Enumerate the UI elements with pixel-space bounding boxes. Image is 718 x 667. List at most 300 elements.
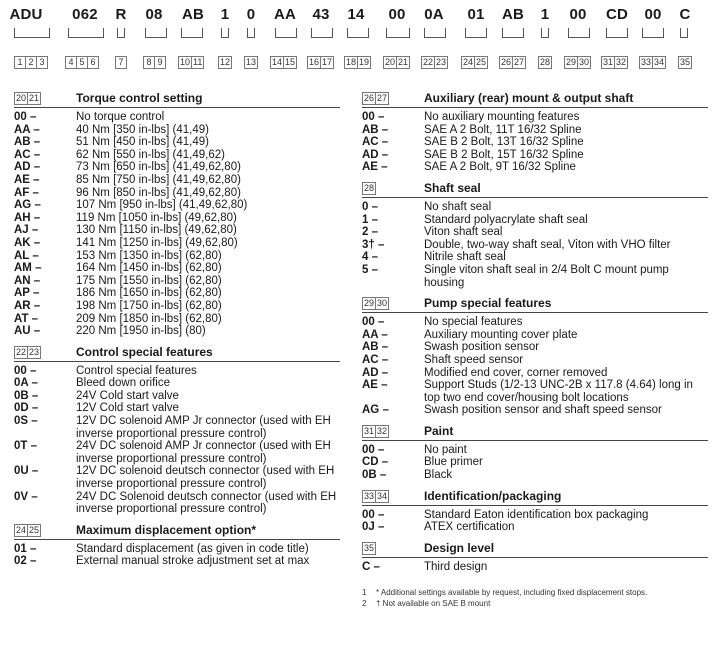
option-row: [14, 365, 340, 378]
option-row: [14, 440, 340, 465]
position-boxes: [270, 56, 296, 69]
option-description: Standard polyacrylate shaft seal: [424, 213, 588, 226]
position-box: 18: [346, 57, 357, 67]
option-section: [14, 522, 340, 568]
option-code: AC –: [362, 136, 389, 149]
option-code: AE –: [362, 379, 388, 392]
option-description: 164 Nm [1450 in-lbs] (62,80): [76, 262, 222, 275]
section-header: [14, 90, 340, 108]
option-row: [362, 561, 708, 574]
option-row: [362, 341, 708, 354]
option-code: AD –: [14, 161, 41, 174]
option-code: 00 –: [362, 111, 385, 123]
position-box: 7: [115, 56, 127, 69]
position-boxes: [383, 56, 409, 69]
code-seg: AB: [181, 6, 205, 23]
option-description: 130 Nm [1150 in-lbs] (49,62,80): [76, 224, 237, 237]
option-code: 2 –: [362, 226, 378, 239]
option-code: 02 –: [14, 555, 37, 568]
option-description: External manual stroke adjustment set at max: [76, 555, 310, 568]
option-row: [14, 174, 340, 187]
option-description: 85 Nm [750 in-lbs] (41,49,62,80): [76, 173, 241, 186]
section-header: [14, 344, 340, 362]
option-row: [362, 379, 708, 404]
position-box: 21: [398, 57, 409, 67]
position-box: 22: [16, 346, 27, 357]
position-box: 30: [377, 298, 388, 309]
option-description: ATEX certification: [424, 521, 515, 534]
position-boxes: [421, 56, 447, 69]
footnote-number: 2: [362, 599, 367, 609]
option-code: 0T –: [14, 440, 38, 453]
option-code: 00 –: [14, 364, 37, 377]
code-seg: R: [115, 6, 127, 23]
position-box: 14: [272, 57, 283, 67]
section-title: Torque control setting: [76, 91, 203, 105]
code-seg: CD: [605, 6, 629, 23]
option-row: [362, 521, 708, 534]
option-description: Swash position sensor and shaft speed sensor: [424, 404, 662, 417]
position-box: 24: [463, 57, 474, 67]
position-box: 4: [65, 56, 77, 69]
option-code: C –: [362, 560, 380, 573]
position-box: 35: [364, 542, 375, 553]
code-seg: ADU: [9, 6, 43, 23]
option-code: AJ –: [14, 224, 39, 237]
position-box: 32: [616, 57, 627, 67]
option-code: AN –: [14, 274, 41, 287]
option-section: [362, 180, 708, 289]
position-box: 26: [501, 57, 512, 67]
option-description: 73 Nm [650 in-lbs] (41,49,62,80): [76, 161, 241, 174]
code-bracket: [145, 28, 167, 38]
position-box: 31: [364, 425, 375, 436]
option-row: [362, 444, 708, 457]
code-bracket: [642, 28, 664, 38]
section-title: Paint: [424, 423, 454, 438]
option-description: Control special features: [76, 364, 197, 377]
position-boxes: [244, 56, 257, 69]
position-box: 35: [680, 57, 691, 67]
option-description: Third design: [424, 560, 488, 573]
option-row: [14, 111, 340, 124]
option-row: [362, 354, 708, 367]
option-row: [362, 214, 708, 227]
option-row: [14, 313, 340, 326]
option-description: Viton shaft seal: [424, 226, 503, 239]
position-box: 32: [377, 425, 388, 436]
option-code: AE –: [362, 161, 388, 174]
option-code: 0D –: [14, 402, 39, 415]
footnote: [362, 598, 708, 609]
option-description: Modified end cover, corner removed: [424, 366, 608, 379]
option-row: [362, 404, 708, 417]
option-row: [14, 390, 340, 403]
option-description: 186 Nm [1650 in-lbs] (62,80): [76, 287, 222, 300]
code-bracket: [386, 28, 410, 38]
code-seg: 00: [388, 6, 406, 23]
option-description: 198 Nm [1750 in-lbs] (62,80): [76, 299, 222, 312]
position-box: 30: [579, 57, 590, 67]
code-bracket: [275, 28, 297, 38]
code-bracket: [541, 28, 549, 38]
option-row: [14, 136, 340, 149]
option-description: No special features: [424, 316, 523, 329]
option-code: AM –: [14, 262, 42, 275]
option-code: AF –: [14, 186, 39, 199]
option-description: 51 Nm [450 in-lbs] (41,49): [76, 136, 209, 149]
option-code: AC –: [362, 353, 389, 366]
model-code-header: [0, 6, 718, 68]
option-description: Single viton shaft seal in 2/4 Bolt C mount pump housing: [424, 263, 669, 289]
position-box: 26: [364, 93, 375, 103]
section-header: [362, 295, 708, 313]
option-description: 119 Nm [1050 in-lbs] (49,62,80): [76, 211, 237, 224]
option-row: [14, 275, 340, 288]
option-description: SAE A 2 Bolt, 11T 16/32 Spline: [424, 123, 582, 136]
section-title: Identification/packaging: [424, 488, 562, 503]
option-code: 0B –: [362, 469, 387, 482]
option-description: 12V DC solenoid AMP Jr connector (used with EH inverse proportional pressure control): [76, 415, 331, 440]
option-code: 00 –: [14, 111, 37, 123]
code-seg: AB: [501, 6, 525, 23]
option-code: AB –: [362, 123, 389, 136]
option-section: [14, 344, 340, 516]
option-code: 4 –: [362, 251, 378, 264]
section-header: [362, 90, 708, 108]
footnote-text: † Not available on SAE B mount: [376, 599, 491, 609]
code-bracket: [247, 28, 255, 38]
section-position-boxes: [362, 490, 424, 503]
option-row: [14, 149, 340, 162]
position-box: 28: [364, 182, 375, 193]
option-row: [14, 555, 340, 568]
option-description: 141 Nm [1250 in-lbs] (49,62,80): [76, 236, 238, 249]
option-description: SAE B 2 Bolt, 15T 16/32 Spline: [424, 148, 584, 161]
position-box: 11: [193, 57, 203, 67]
position-box: 2: [25, 56, 37, 69]
code-seg: 00: [569, 6, 587, 23]
footnote-text: * Additional settings available by request, including fixed displacement stops.: [376, 588, 648, 598]
code-seg: 0A: [424, 6, 444, 23]
footnotes: [362, 587, 708, 609]
position-boxes: [143, 56, 165, 69]
code-bracket: [568, 28, 590, 38]
option-description: Support Studs (1/2-13 UNC-2B x 117.8 (4.64) long in top two end cover/housing bolt locations: [424, 379, 693, 404]
option-description: 40 Nm [350 in-lbs] (41,49): [76, 123, 209, 136]
option-code: AR –: [14, 299, 41, 312]
option-row: [14, 543, 340, 556]
option-code: 01 –: [14, 542, 37, 555]
right-column: [362, 90, 708, 609]
position-box: 22: [423, 57, 434, 67]
position-box: 33: [364, 490, 375, 501]
code-bracket: [221, 28, 229, 38]
option-row: [14, 402, 340, 415]
code-seg: 1: [220, 6, 230, 23]
option-section: [14, 90, 340, 338]
section-title: Shaft seal: [424, 180, 481, 195]
option-description: 12V Cold start valve: [76, 402, 179, 415]
code-seg: 08: [145, 6, 163, 23]
option-section: [362, 423, 708, 482]
section-header: [362, 540, 708, 558]
code-bracket: [181, 28, 203, 38]
position-boxes: [307, 56, 333, 69]
option-description: No torque control: [76, 111, 165, 123]
option-description: No shaft seal: [424, 200, 492, 213]
option-row: [362, 111, 708, 124]
option-row: [362, 239, 708, 252]
option-row: [14, 300, 340, 313]
position-box: 23: [29, 346, 40, 357]
section-title: Maximum displacement option*: [76, 522, 257, 537]
position-box: 20: [385, 57, 396, 67]
option-description: 220 Nm [1950 in-lbs] (80): [76, 325, 206, 338]
section-position-boxes: [14, 346, 76, 359]
position-box: 19: [359, 57, 370, 67]
option-row: [14, 187, 340, 200]
option-description: Black: [424, 469, 453, 482]
position-box: 8: [143, 56, 155, 69]
option-description: Blue primer: [424, 456, 483, 469]
section-header: [14, 522, 340, 540]
option-section: [362, 295, 708, 417]
option-row: [14, 250, 340, 263]
option-description: 96 Nm [850 in-lbs] (41,49,62,80): [76, 186, 241, 199]
option-code: AT –: [14, 312, 39, 325]
option-code: AP –: [14, 287, 40, 300]
option-row: [362, 226, 708, 239]
code-bracket: [424, 28, 446, 38]
option-code: 1 –: [362, 213, 378, 226]
position-boxes: [344, 56, 370, 69]
position-box: 16: [309, 57, 320, 67]
option-row: [14, 199, 340, 212]
option-code: AB –: [14, 136, 41, 149]
option-row: [362, 124, 708, 137]
option-row: [14, 124, 340, 137]
position-box: 33: [641, 57, 652, 67]
code-seg: C: [679, 6, 691, 23]
option-code: CD –: [362, 456, 389, 469]
option-row: [14, 212, 340, 225]
option-description: Swash position sensor: [424, 341, 540, 354]
footnote-number: 1: [362, 588, 367, 598]
option-code: 00 –: [362, 316, 385, 329]
option-row: [362, 456, 708, 469]
position-boxes: [218, 56, 231, 69]
section-position-boxes: [362, 92, 424, 105]
option-row: [362, 201, 708, 214]
option-code: AC –: [14, 148, 41, 161]
option-code: AK –: [14, 236, 41, 249]
option-code: AG –: [362, 404, 389, 417]
position-box: 15: [285, 57, 296, 67]
option-description: No paint: [424, 443, 467, 456]
code-seg: 01: [467, 6, 485, 23]
code-bracket: [117, 28, 125, 38]
section-header: [362, 180, 708, 198]
option-row: [14, 224, 340, 237]
section-position-boxes: [362, 542, 424, 555]
option-row: [362, 316, 708, 329]
option-description: 62 Nm [550 in-lbs] (41,49,62): [76, 148, 225, 161]
option-description: 153 Nm [1350 in-lbs] (62,80): [76, 249, 222, 262]
position-box: 9: [154, 56, 166, 69]
option-row: [14, 237, 340, 250]
option-code: 00 –: [362, 508, 385, 521]
option-description: 209 Nm [1850 in-lbs] (62,80): [76, 312, 222, 325]
position-boxes: [564, 56, 590, 69]
position-box: 25: [29, 524, 40, 535]
option-code: AU –: [14, 325, 41, 338]
position-box: 3: [36, 56, 48, 69]
position-box: 10: [180, 57, 191, 67]
position-box: 31: [603, 57, 614, 67]
position-box: 20: [16, 93, 27, 103]
code-seg: 1: [540, 6, 550, 23]
option-description: Bleed down orifice: [76, 377, 170, 390]
section-title: Auxiliary (rear) mount & output shaft: [424, 91, 634, 105]
option-row: [362, 367, 708, 380]
position-box: 23: [436, 57, 447, 67]
option-row: [362, 264, 708, 289]
option-row: [14, 491, 340, 516]
option-description: Auxiliary mounting cover plate: [424, 328, 578, 341]
option-description: 24V DC Solenoid deutsch connector (used with EH inverse proportional pressure control): [76, 490, 337, 516]
option-description: Nitrile shaft seal: [424, 251, 506, 264]
section-header: [362, 488, 708, 506]
position-box: 27: [377, 93, 388, 103]
option-code: AB –: [362, 341, 389, 354]
position-boxes: [678, 56, 691, 69]
section-position-boxes: [14, 524, 76, 537]
option-description: SAE A 2 Bolt, 9T 16/32 Spline: [424, 161, 576, 174]
section-position-boxes: [362, 182, 424, 195]
left-column: [14, 90, 340, 574]
option-row: [14, 262, 340, 275]
position-box: 13: [246, 57, 257, 67]
option-code: 5 –: [362, 263, 378, 276]
option-row: [362, 161, 708, 174]
option-row: [362, 251, 708, 264]
position-boxes: [461, 56, 487, 69]
option-row: [362, 329, 708, 342]
position-box: 21: [29, 93, 40, 103]
code-seg: 00: [644, 6, 662, 23]
option-code: AD –: [362, 366, 389, 379]
option-row: [14, 287, 340, 300]
position-boxes: [65, 56, 98, 69]
code-seg: 062: [72, 6, 98, 23]
option-section: [362, 90, 708, 174]
option-code: AA –: [362, 328, 388, 341]
position-box: 6: [87, 56, 99, 69]
position-box: 29: [566, 57, 577, 67]
code-bracket: [606, 28, 628, 38]
position-boxes: [601, 56, 627, 69]
option-row: [14, 465, 340, 490]
position-box: 5: [76, 56, 88, 69]
code-seg: 0: [246, 6, 256, 23]
option-row: [14, 377, 340, 390]
position-boxes: [639, 56, 665, 69]
option-code: AH –: [14, 211, 41, 224]
code-bracket: [14, 28, 50, 38]
option-code: 00 –: [362, 443, 385, 456]
position-box: 17: [322, 57, 333, 67]
position-boxes: [115, 56, 126, 69]
option-description: 12V DC solenoid deutsch connector (used with EH inverse proportional pressure control): [76, 465, 335, 491]
option-code: 0U –: [14, 465, 39, 478]
code-bracket: [465, 28, 487, 38]
option-description: Shaft speed sensor: [424, 353, 524, 366]
section-position-boxes: [14, 92, 76, 105]
code-seg: AA: [273, 6, 297, 23]
option-row: [14, 161, 340, 174]
position-box: 28: [540, 57, 551, 67]
position-boxes: [14, 56, 47, 69]
code-seg: 43: [312, 6, 330, 23]
option-row: [14, 415, 340, 440]
position-box: 12: [220, 57, 231, 67]
option-section: [362, 540, 708, 574]
position-boxes: [538, 56, 551, 69]
position-box: 25: [476, 57, 487, 67]
position-box: 1: [14, 56, 26, 69]
option-row: [362, 509, 708, 522]
code-bracket: [502, 28, 524, 38]
section-title: Control special features: [76, 344, 213, 359]
option-code: AA –: [14, 123, 40, 136]
option-code: AE –: [14, 173, 40, 186]
code-bracket: [680, 28, 688, 38]
option-description: 24V DC solenoid AMP Jr connector (used with EH inverse proportional pressure control): [76, 440, 331, 465]
position-box: 29: [364, 298, 375, 309]
position-box: 27: [514, 57, 525, 67]
option-row: [362, 469, 708, 482]
option-description: Standard Eaton identification box packaging: [424, 508, 649, 521]
option-description: SAE B 2 Bolt, 13T 16/32 Spline: [424, 136, 584, 149]
section-position-boxes: [362, 297, 424, 310]
option-description: 107 Nm [950 in-lbs] (41,49,62,80): [76, 199, 248, 212]
option-code: 3† –: [362, 238, 385, 251]
option-code: 0J –: [362, 521, 385, 534]
option-description: 175 Nm [1550 in-lbs] (62,80): [76, 274, 222, 287]
option-description: Double, two-way shaft seal, Viton with VHO filter: [424, 238, 671, 251]
option-row: [362, 136, 708, 149]
option-section: [362, 488, 708, 534]
option-code: 0B –: [14, 389, 39, 402]
option-description: 24V Cold start valve: [76, 389, 179, 402]
position-box: 24: [16, 524, 27, 535]
position-boxes: [178, 56, 203, 69]
position-box: 34: [377, 490, 388, 501]
option-code: 0S –: [14, 415, 38, 428]
option-code: AG –: [14, 199, 41, 212]
footnote: [362, 587, 708, 598]
position-box: 34: [654, 57, 665, 67]
section-title: Design level: [424, 540, 495, 555]
option-code: 0A –: [14, 377, 38, 390]
code-bracket: [347, 28, 369, 38]
code-bracket: [68, 28, 104, 38]
position-boxes: [499, 56, 525, 69]
section-header: [362, 423, 708, 441]
section-title: Pump special features: [424, 296, 552, 311]
section-position-boxes: [362, 425, 424, 438]
